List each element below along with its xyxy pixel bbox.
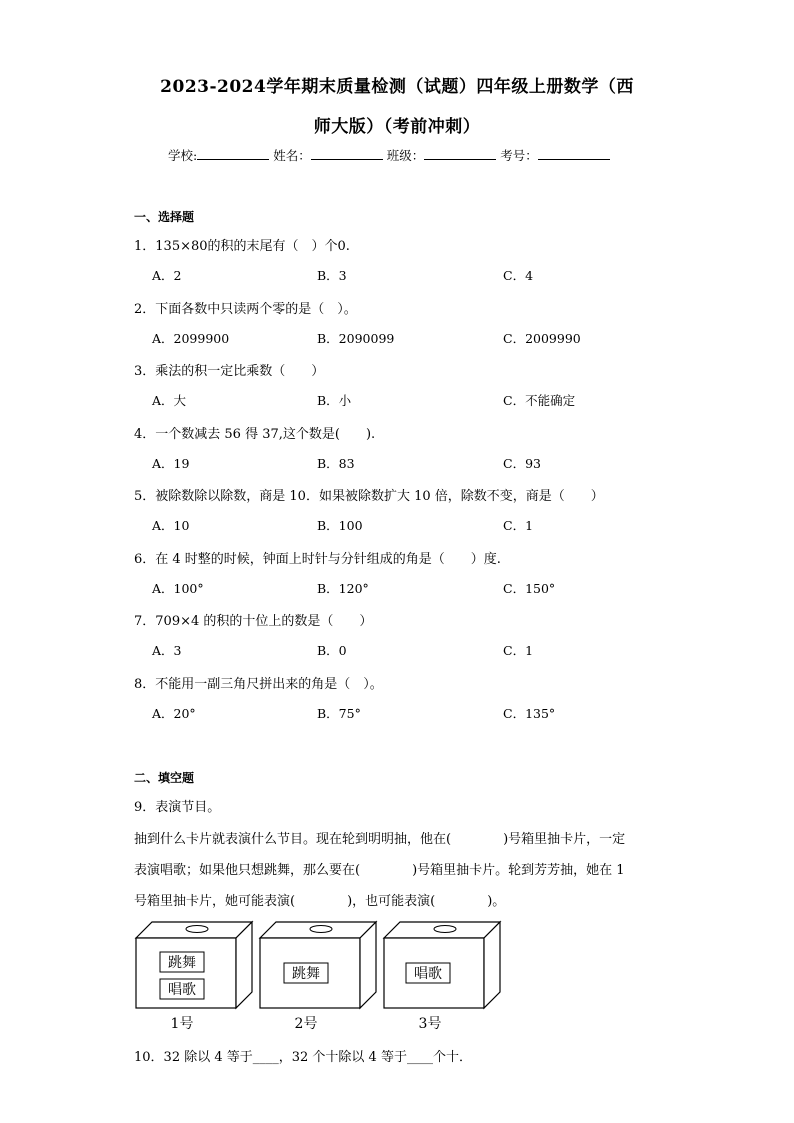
question-2: 2．下面各数中只读两个零的是（ ）。 — [134, 301, 357, 317]
name-label: 姓名： — [273, 148, 311, 163]
box-1 — [136, 922, 252, 1032]
question-7: 7．709×4 的积的十位上的数是（ ） — [134, 614, 373, 629]
question-4-option-b[interactable]: B．83 — [317, 455, 355, 471]
question-5: 5．被除数除以除数，商是 10．如果被除数扩大 10 倍，除数不变，商是（ ） — [134, 489, 604, 504]
question-7-option-a[interactable]: A．3 — [152, 643, 182, 658]
class-label: 班级： — [386, 148, 425, 163]
question-1: 1．135×80的积的末尾有（ ）个0. — [134, 239, 350, 254]
question-9-line-1: 抽到什么卡片就表演什么节目。现在轮到明明抽，他在( )号箱里抽卡片，一定 — [134, 832, 626, 847]
question-8-option-c[interactable]: C．135° — [503, 705, 556, 721]
question-2-option-c[interactable]: C．2009990 — [503, 330, 581, 346]
question-9-line-2: 表演唱歌；如果他只想跳舞，那么要在( )号箱里抽卡片。轮到芳芳抽，她在 1 — [134, 863, 625, 878]
question-3-option-c[interactable]: C．不能确定 — [503, 393, 576, 408]
question-3-option-a[interactable]: A．大 — [152, 393, 187, 408]
box-1-card-1: 跳舞 — [168, 955, 196, 971]
question-1-option-c[interactable]: C．4 — [503, 268, 534, 283]
question-10: 10．32 除以 4 等于____，32 个十除以 4 等于____个十． — [134, 1050, 472, 1065]
box-1-label: 1号 — [170, 1016, 194, 1032]
class-blank[interactable] — [424, 147, 496, 160]
page-title-line-2: 师大版）（考前冲刺） — [313, 117, 481, 137]
question-8-option-b[interactable]: B．75° — [317, 705, 361, 721]
question-3-option-b[interactable]: B．小 — [317, 393, 352, 408]
question-6-option-b[interactable]: B．120° — [317, 580, 369, 596]
name-blank[interactable] — [311, 147, 383, 160]
school-label: 学校: — [168, 148, 198, 163]
question-8-option-a[interactable]: A．20° — [152, 705, 196, 721]
box-3 — [384, 922, 500, 1032]
question-7-option-b[interactable]: B．0 — [317, 643, 347, 658]
page-title-line-1: 2023-2024学年期末质量检测（试题）四年级上册数学（西 — [160, 77, 634, 97]
question-5-option-b[interactable]: B．100 — [317, 518, 363, 533]
question-5-option-c[interactable]: C．1 — [503, 518, 534, 533]
question-1-option-b[interactable]: B．3 — [317, 268, 347, 283]
question-9-line-3: 号箱里抽卡片，她可能表演( )，也可能表演( )。 — [134, 894, 506, 909]
question-6-option-a[interactable]: A．100° — [152, 580, 204, 596]
question-3: 3．乘法的积一定比乘数（ ） — [134, 364, 325, 379]
box-1-card-2: 唱歌 — [168, 982, 196, 998]
school-blank[interactable] — [197, 147, 269, 160]
question-9-title: 9．表演节目。 — [134, 800, 221, 815]
box-2 — [260, 922, 376, 1032]
question-6-option-c[interactable]: C．150° — [503, 580, 556, 596]
question-4-option-a[interactable]: A．19 — [152, 455, 190, 471]
box-2-card-1: 跳舞 — [292, 966, 320, 982]
question-6: 6．在 4 时整的时候，钟面上时针与分针组成的角是（ ）度. — [134, 551, 501, 567]
question-4-option-c[interactable]: C．93 — [503, 455, 541, 471]
question-2-option-a[interactable]: A．2099900 — [152, 330, 230, 346]
question-1-option-a[interactable]: A．2 — [152, 268, 182, 283]
question-5-option-a[interactable]: A．10 — [152, 518, 190, 533]
student-info-row — [168, 146, 610, 164]
section-2-heading: 二、填空题 — [134, 771, 195, 785]
number-blank[interactable] — [538, 147, 610, 160]
question-4: 4．一个数减去 56 得 37,这个数是( ). — [134, 426, 376, 442]
box-3-label: 3号 — [418, 1016, 442, 1032]
box-2-label: 2号 — [294, 1016, 318, 1032]
question-8: 8．不能用一副三角尺拼出来的角是（ ）。 — [134, 676, 383, 692]
box-3-card-1: 唱歌 — [414, 966, 442, 982]
question-2-option-b[interactable]: B．2090099 — [317, 330, 395, 346]
number-label: 考号： — [500, 148, 538, 163]
question-7-option-c[interactable]: C．1 — [503, 643, 534, 658]
draw-boxes-figure — [134, 920, 514, 1035]
section-1-heading: 一、选择题 — [134, 210, 195, 224]
